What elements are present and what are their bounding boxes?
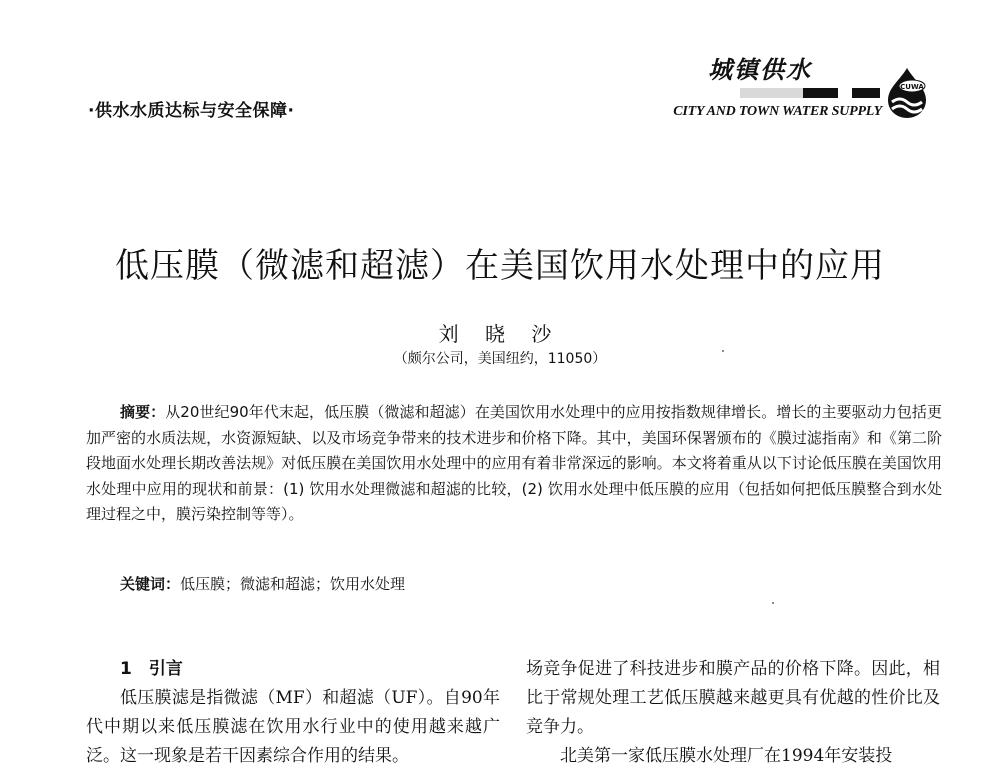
paragraph: 北美第一家低压膜水处理厂在1994年安装投 [560, 746, 893, 766]
section-heading: 1 引言 [120, 659, 183, 679]
paragraph: 场竞争促进了科技进步和膜产品的价格下降。因此，相比于常规处理工艺低压膜越来越更具有优越的性价比及竞争力。 [526, 659, 940, 737]
body-column-right [526, 655, 940, 771]
keywords-text: 低压膜；微滤和超滤；饮用水处理 [180, 575, 406, 593]
paragraph: 低压膜滤是指微滤（MF）和超滤（UF）。自90年代中期以来低压膜滤在饮用水行业中的使用越来越广泛。这一现象是若干因素综合作用的结果。 [86, 688, 500, 766]
logo-badge-text: CUWA [900, 83, 924, 91]
abstract-text: 从20世纪90年代末起，低压膜（微滤和超滤）在美国饮用水处理中的应用按指数规律增长。增长的主要驱动力包括更加严密的水质法规，水资源短缺、以及市场竞争带来的技术进步和价格下降。其中，美国环保署颁布的《膜过滤指南》和《第二阶段地面水处理长期改善法规》对低压膜在美国饮用水处理中的应用有着非常深远的影响。本文将着重从以下讨论低压膜在美国饮用水处理中应用的现状和前景：(1) 饮用水处理微滤和超滤的比较，(2) 饮用水处理中低压膜的应用（包括如何把低压膜整合到水处理过程之中，膜污染控制等等）。 [86, 403, 942, 523]
logo-decoration [740, 88, 880, 98]
water-drop-emblem-icon [884, 66, 930, 124]
keywords-label: 关键词： [120, 575, 181, 593]
journal-logo [640, 48, 930, 128]
author-affiliation: （颇尔公司，美国纽约，11050） [393, 351, 607, 367]
section-header: ·供水水质达标与安全保障· [88, 101, 295, 121]
article-author: 刘 晓 沙 [438, 322, 562, 346]
scan-speck [772, 602, 774, 604]
keywords [120, 573, 405, 594]
abstract-label: 摘要： [120, 403, 166, 421]
scan-speck [722, 350, 724, 352]
logo-english-title: CITY AND TOWN WATER SUPPLY [673, 104, 882, 119]
article-title: 低压膜（微滤和超滤）在美国饮用水处理中的应用 [115, 246, 885, 286]
body-column-left [86, 655, 500, 771]
logo-chinese-title: 城镇供水 [708, 55, 812, 84]
abstract [86, 400, 942, 528]
